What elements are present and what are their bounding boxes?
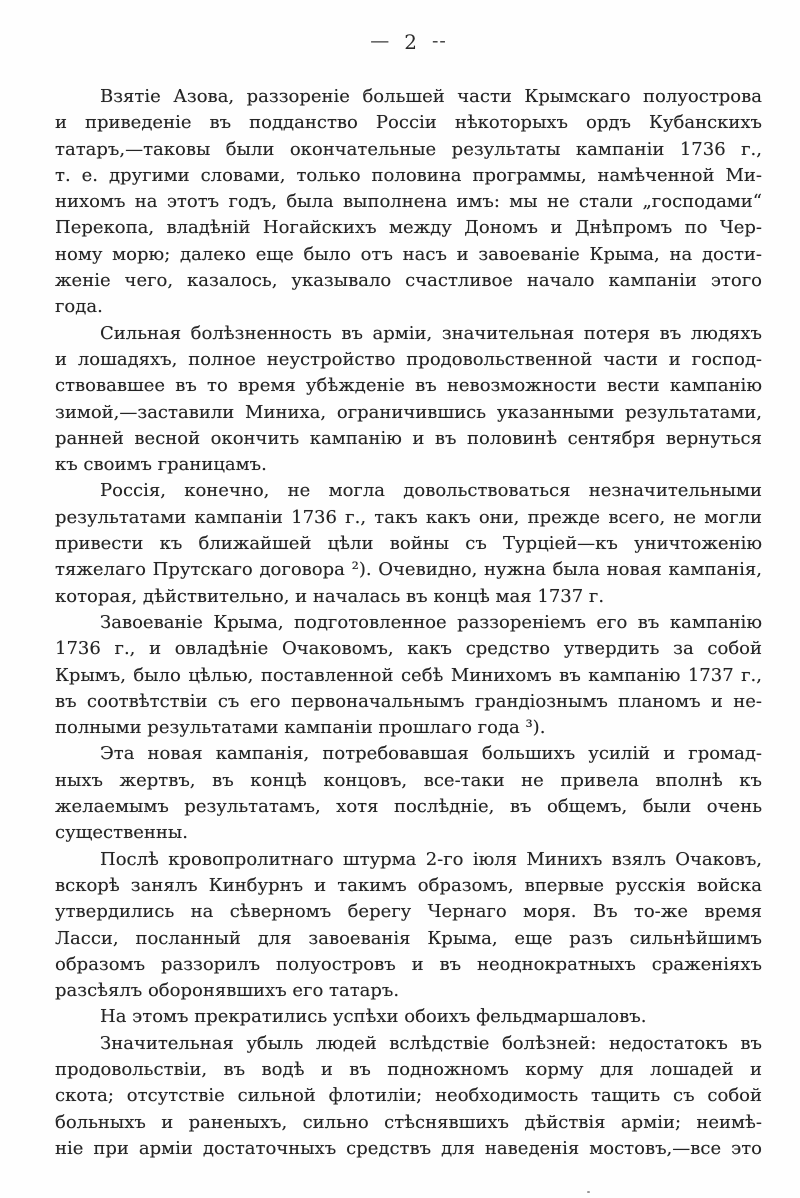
text-line: и приведеніе въ подданство Россіи нѣкоторыхъ ордъ Кубанскихъ: [55, 112, 762, 134]
text-line: скота; отсутствіе сильной флотиліи; необходимость тащить съ собой: [55, 1085, 762, 1107]
paragraph: [55, 1031, 762, 1162]
text-line: ныхъ жертвъ, въ концѣ концовъ, все-таки не привела вполнѣ къ: [55, 769, 762, 791]
text-line: ранней весной окончить кампанію и въ половинѣ сентября вернуться: [55, 427, 762, 449]
text-line: продовольствіи, въ водѣ и въ подножномъ корму для лошадей и: [55, 1058, 762, 1080]
text-line: въ соотвѣтствіи съ его первоначальнымъ грандіознымъ планомъ и не-: [55, 690, 762, 712]
text-line: результатами кампаніи 1736 г., такъ какъ они, прежде всего, не могли: [55, 506, 762, 528]
text-line: больныхъ и раненыхъ, сильно стѣснявшихъ дѣйствія арміи; неимѣ-: [55, 1111, 762, 1133]
text-block: [55, 84, 762, 1162]
paragraph: [55, 610, 762, 741]
text-line: существенны.: [55, 822, 188, 844]
text-line: женіе чего, казалось, указывало счастливое начало кампаніи этого: [55, 270, 762, 292]
paragraph: [55, 741, 762, 846]
text-line: нихомъ на этотъ годъ, была выполнена имъ: мы не стали „господами“: [55, 191, 762, 213]
text-line: полными результатами кампаніи прошлаго года ³).: [55, 717, 546, 739]
paragraph: [55, 321, 762, 479]
text-line: утвердились на сѣверномъ берегу Чернаго моря. Въ то-же время: [55, 901, 762, 923]
page-header: [55, 30, 762, 54]
text-line: ному морю; далеко еще было отъ насъ и завоеваніе Крыма, на дости-: [55, 243, 762, 265]
text-line: Завоеваніе Крыма, подготовленное раззореніемъ его въ кампанію: [100, 611, 762, 633]
text-line: зимой,—заставили Миниха, ограничившись указанными результатами,: [55, 401, 762, 423]
text-line: Взятіе Азова, раззореніе большей части Крымскаго полуострова: [100, 86, 762, 107]
text-line: Значительная убыль людей вслѣдствіе болѣзней: недостатокъ въ: [100, 1032, 762, 1054]
header-right-dash: --: [431, 30, 447, 52]
paragraph: [55, 847, 762, 1005]
text-line: Послѣ кровопролитнаго штурма 2-го іюля Минихъ взялъ Очаковъ,: [100, 848, 762, 870]
text-line: тяжелаго Прутскаго договора ²). Очевидно, нужна была новая кампанія,: [55, 559, 762, 581]
page-number: 2: [404, 30, 418, 54]
text-line: 1736 г., и овладѣніе Очаковомъ, какъ средство утвердить за собой: [55, 638, 762, 660]
text-line: татаръ,—таковы были окончательные результаты кампаніи 1736 г.,: [55, 138, 762, 160]
text-line: Перекопа, владѣній Ногайскихъ между Дономъ и Днѣпромъ по Чер-: [55, 217, 762, 239]
text-line: Ласси, посланный для завоеванія Крыма, еще разъ сильнѣйшимъ: [55, 927, 762, 949]
text-line: Крымъ, было цѣлью, поставленной себѣ Минихомъ въ кампанію 1737 г.,: [55, 664, 762, 686]
text-line: разсѣялъ оборонявшихъ его татаръ.: [55, 980, 400, 1002]
text-line: вскорѣ занялъ Кинбурнъ и такимъ образомъ, впервые русскія войска: [55, 874, 762, 896]
text-line: Эта новая кампанія, потребовавшая большихъ усилій и громад-: [100, 743, 762, 765]
text-line: образомъ раззорилъ полуостровъ и въ неоднократныхъ сраженіяхъ: [55, 953, 762, 975]
text-line: которая, дѣйствительно, и началась въ концѣ мая 1737 г.: [55, 585, 605, 607]
text-line: Россія, конечно, не могла довольствоваться незначительными: [100, 480, 762, 502]
text-line: ніе при арміи достаточныхъ средствъ для наведенія мостовъ,—все это: [55, 1137, 762, 1159]
text-line: На этомъ прекратились успѣхи обоихъ фельдмаршаловъ.: [100, 1006, 647, 1028]
text-line: и лошадяхъ, полное неустройство продовольственной части и господ-: [55, 348, 762, 370]
paragraph: [55, 1004, 762, 1030]
header-left-dash: —: [370, 30, 391, 52]
scan-speck: [587, 1191, 590, 1193]
text-line: къ своимъ границамъ.: [55, 454, 267, 476]
text-line: ствовавшее въ то время убѣжденіе въ невозможности вести кампанію: [55, 375, 762, 397]
text-line: Сильная болѣзненность въ арміи, значительная потеря въ людяхъ: [100, 322, 762, 344]
text-line: т. е. другими словами, только половина программы, намѣченной Ми-: [55, 164, 762, 186]
text-line: привести къ ближайшей цѣли войны съ Турціей—къ уничтоженію: [55, 533, 762, 555]
paragraph: [55, 478, 762, 609]
text-line: года.: [55, 296, 103, 318]
text-line: желаемымъ результатамъ, хотя послѣдніе, въ общемъ, были очень: [55, 796, 762, 818]
paragraph: [55, 84, 762, 321]
